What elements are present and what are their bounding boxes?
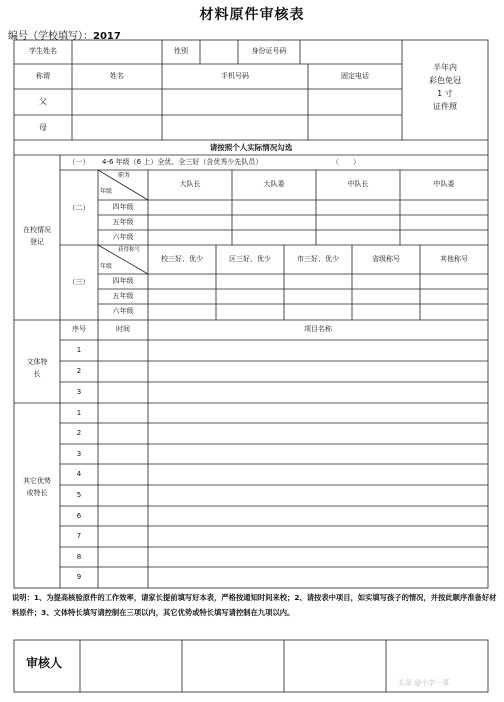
g3-grade-header: 年级 bbox=[100, 263, 113, 270]
guardian-name-label: 姓名 bbox=[110, 72, 124, 80]
g3-grade-1: 五年级 bbox=[112, 292, 134, 300]
other-label: 其它优势或特长 bbox=[23, 477, 51, 497]
student-name-label: 学生姓名 bbox=[29, 47, 57, 55]
g3-grade-2: 六年级 bbox=[112, 307, 134, 315]
item-header: 项目名称 bbox=[304, 325, 332, 333]
grade-header: 年级 bbox=[100, 188, 113, 195]
form-title: 材料原件审核表 bbox=[199, 7, 305, 23]
other-row-7: 7 bbox=[76, 532, 82, 540]
other-row-5: 5 bbox=[76, 491, 82, 499]
duty-col-1: 大队委 bbox=[263, 180, 285, 188]
duty-col-2: 中队长 bbox=[347, 180, 369, 188]
other-row-6: 6 bbox=[76, 512, 82, 520]
check-header: 请按照个人实际情况勾选 bbox=[209, 143, 293, 152]
duty-col-0: 大队长 bbox=[179, 180, 201, 188]
arts-row-1: 1 bbox=[76, 346, 82, 354]
other-row-3: 3 bbox=[76, 450, 82, 458]
g2-grade-0: 四年级 bbox=[112, 203, 134, 211]
gender-label: 性别 bbox=[174, 47, 188, 55]
relation-label: 称谓 bbox=[36, 72, 50, 80]
duty-header: 职务 bbox=[118, 172, 131, 179]
father-label: 父 bbox=[39, 97, 47, 106]
photo-line-3: 1 寸 bbox=[437, 89, 453, 98]
honor-col-2: 市三好、优少 bbox=[297, 255, 339, 263]
other-row-9: 9 bbox=[76, 573, 82, 581]
watermark: 头条 @小学一事 bbox=[398, 679, 450, 687]
row1-num: （一） bbox=[68, 158, 90, 166]
honor-col-0: 校三好、优少 bbox=[161, 255, 203, 263]
arts-row-3: 3 bbox=[76, 388, 82, 396]
other-row-1: 1 bbox=[76, 409, 82, 417]
row1-checkbox[interactable]: （ ） bbox=[332, 158, 360, 166]
other-row-2: 2 bbox=[76, 429, 82, 437]
seq-header: 序号 bbox=[72, 325, 86, 333]
photo-line-4: 证件照 bbox=[433, 102, 457, 111]
honor-header: 获得称号 bbox=[118, 247, 141, 253]
g2-grade-1: 五年级 bbox=[112, 218, 134, 226]
school-section-label: 在校情况登记 bbox=[23, 226, 51, 246]
photo-line-1: 半年内 bbox=[433, 63, 457, 72]
row1-text: 4-6 年级（6 上）全优、全三好（含优秀少先队员） bbox=[102, 158, 263, 166]
arts-row-2: 2 bbox=[76, 367, 82, 375]
photo-line-2: 彩色免冠 bbox=[429, 76, 461, 85]
honor-col-3: 省级称号 bbox=[372, 255, 400, 263]
other-row-4: 4 bbox=[76, 470, 82, 478]
honor-col-4: 其他称号 bbox=[440, 255, 468, 263]
time-header: 时间 bbox=[116, 325, 130, 333]
other-row-8: 8 bbox=[76, 553, 82, 561]
g2-grade-2: 六年级 bbox=[112, 233, 134, 241]
arts-label: 文体特长 bbox=[26, 358, 48, 378]
mother-label: 母 bbox=[39, 123, 47, 132]
phone-label: 手机号码 bbox=[221, 72, 249, 80]
id-number-label: 身份证号码 bbox=[251, 47, 287, 55]
group2-num: （二） bbox=[68, 204, 90, 212]
duty-col-3: 中队委 bbox=[433, 180, 455, 188]
g3-grade-0: 四年级 bbox=[112, 277, 134, 285]
serial-label: 编号（学校填写）： bbox=[8, 31, 93, 42]
group3-num: （三） bbox=[68, 278, 90, 286]
serial-value: 2017 bbox=[93, 31, 121, 42]
honor-col-1: 区三好、优少 bbox=[229, 255, 271, 263]
reviewer-label: 审核人 bbox=[26, 656, 63, 670]
instructions-note: 说明：1、为提高核验原件的工作效率，请家长提前填写好本表，严格按通知时间来校；2、请按表中项目，如实填写孩子的情况，并按此顺序准备好材料原件；3、文体特长填写请控制在三项以内，其它优势或特长填写请控制在九项以内。 bbox=[12, 593, 497, 617]
tel-label: 固定电话 bbox=[341, 72, 369, 80]
